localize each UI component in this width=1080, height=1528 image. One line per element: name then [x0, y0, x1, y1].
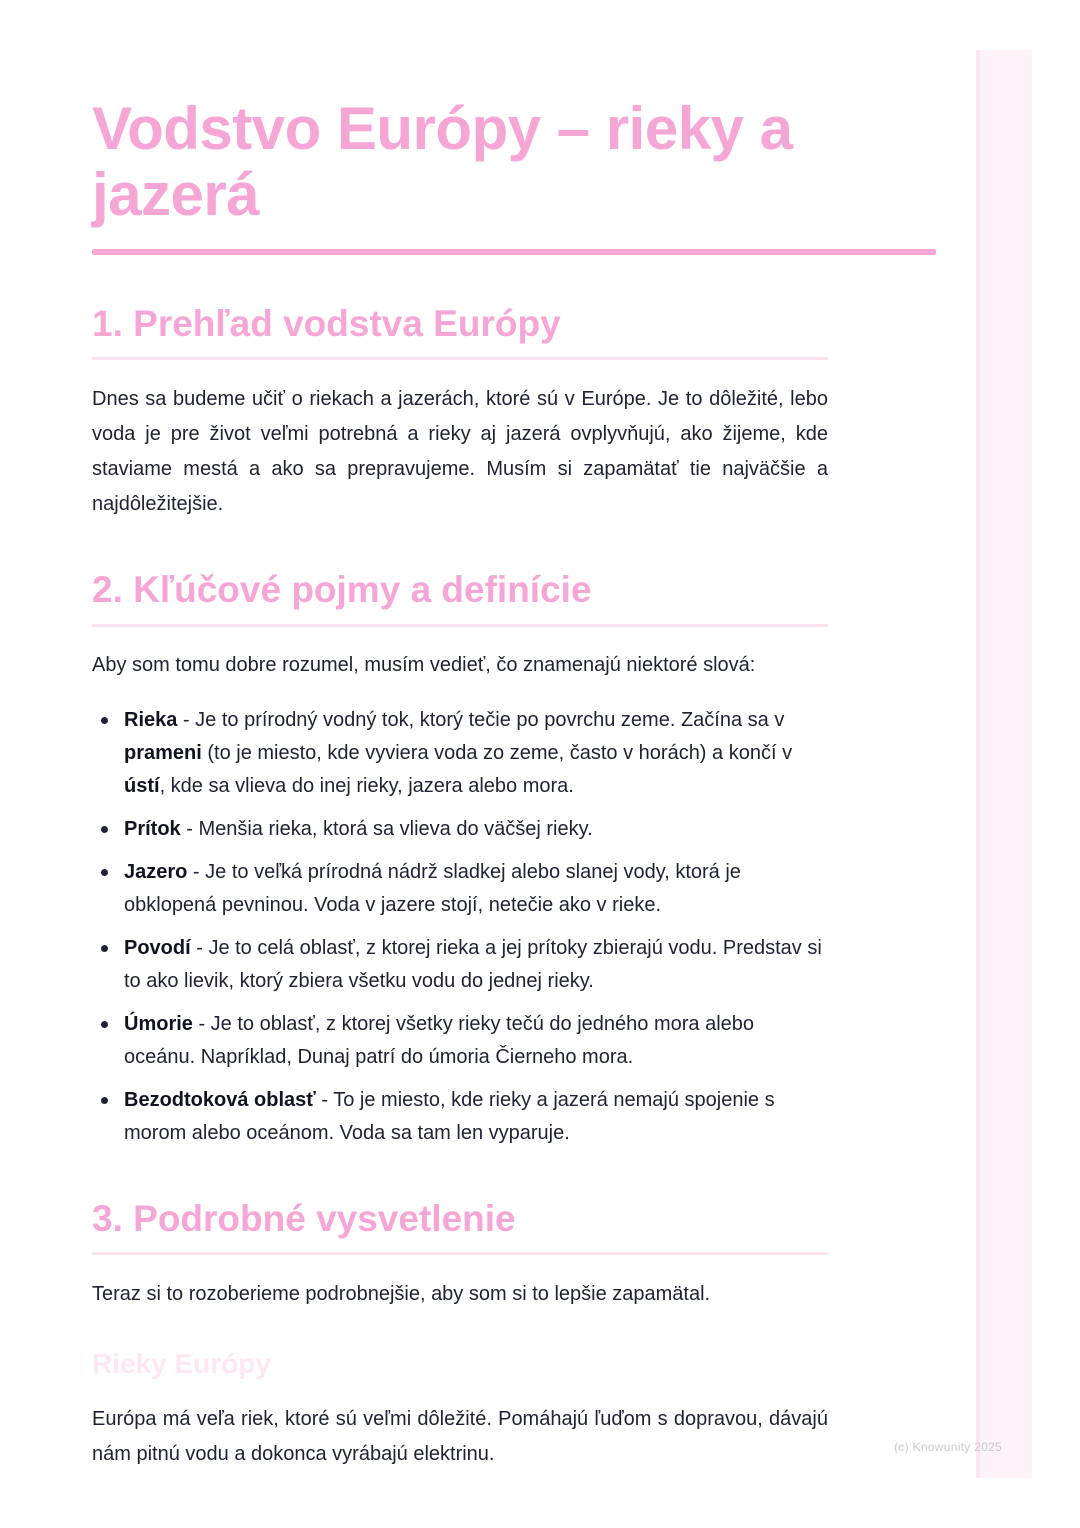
- term-label: Rieka: [124, 709, 178, 731]
- section-divider: [92, 357, 828, 360]
- document-title: Vodstvo Európy – rieky a jazerá: [92, 95, 793, 228]
- list-item: [92, 704, 828, 803]
- list-item: [92, 856, 828, 922]
- section-heading-definitions: 2. Kľúčové pojmy a definície: [92, 569, 592, 610]
- overview-paragraph: Dnes sa budeme učiť o riekach a jazerách, ktoré sú v Európe. Je to dôležité, lebo voda je pre život veľmi potrebná a rieky aj jazerá ovplyvňujú, ako žijeme, kde staviame mestá a ako sa prepravujeme. Musím si zapamätať tie najväčšie a najdôležitejšie.: [92, 388, 828, 515]
- list-item: [92, 813, 828, 846]
- term-text: , kde sa vlieva do inej rieky, jazera alebo mora.: [159, 775, 574, 797]
- title-divider: [92, 249, 936, 255]
- list-item: [92, 1008, 828, 1074]
- footer-credit: (c) Knowunity 2025: [894, 1440, 1003, 1454]
- side-strip: [976, 50, 1032, 1478]
- term-description: - Menšia rieka, ktorá sa vlieva do väčšej rieky.: [180, 818, 593, 840]
- section-divider: [92, 624, 828, 627]
- list-item: [92, 932, 828, 998]
- section-heading-overview: 1. Prehľad vodstva Európy: [92, 303, 561, 344]
- rivers-paragraph: Európa má veľa riek, ktoré sú veľmi dôležité. Pomáhajú ľuďom s dopravou, dávajú nám pitnú vodu a dokonca vyrábajú elektrinu.: [92, 1408, 828, 1465]
- term-label: Bezodtoková oblasť: [124, 1089, 316, 1111]
- term-description: - Je to oblasť, z ktorej všetky rieky tečú do jedného mora alebo oceánu. Napríklad, Dunaj patrí do úmoria Čierneho mora.: [124, 1013, 755, 1068]
- details-intro: Teraz si to rozoberieme podrobnejšie, aby som si to lepšie zapamätal.: [92, 1283, 711, 1305]
- term-emphasis: prameni: [124, 742, 202, 764]
- term-emphasis: ústí: [124, 775, 160, 797]
- term-text: - Je to prírodný vodný tok, ktorý tečie po povrchu zeme. Začína sa v: [177, 709, 785, 731]
- term-label: Úmorie: [124, 1013, 193, 1035]
- term-description: - Je to celá oblasť, z ktorej rieka a jej prítoky zbierajú vodu. Predstav si to ako lievik, ktorý zbiera všetku vodu do jednej rieky.: [124, 937, 822, 992]
- term-text: (to je miesto, kde vyviera voda zo zeme, často v horách) a končí v: [201, 742, 793, 764]
- section-heading-details: 3. Podrobné vysvetlenie: [92, 1198, 516, 1239]
- definitions-list: [92, 704, 828, 1160]
- term-description: - To je miesto, kde rieky a jazerá nemajú spojenie s morom alebo oceánom. Voda sa tam len vyparuje.: [124, 1089, 775, 1144]
- section-divider: [92, 1252, 828, 1255]
- term-description: - Je to veľká prírodná nádrž sladkej alebo slanej vody, ktorá je obklopená pevninou. Voda v jazere stojí, netečie ako v rieke.: [124, 861, 741, 916]
- definitions-intro: Aby som tomu dobre rozumel, musím vedieť, čo znamenajú niektoré slová:: [92, 654, 756, 676]
- term-label: Jazero: [124, 861, 188, 883]
- list-item: [92, 1084, 828, 1150]
- subheading-rivers: Rieky Európy: [92, 1348, 271, 1379]
- term-label: Povodí: [124, 937, 191, 959]
- term-label: Prítok: [124, 818, 181, 840]
